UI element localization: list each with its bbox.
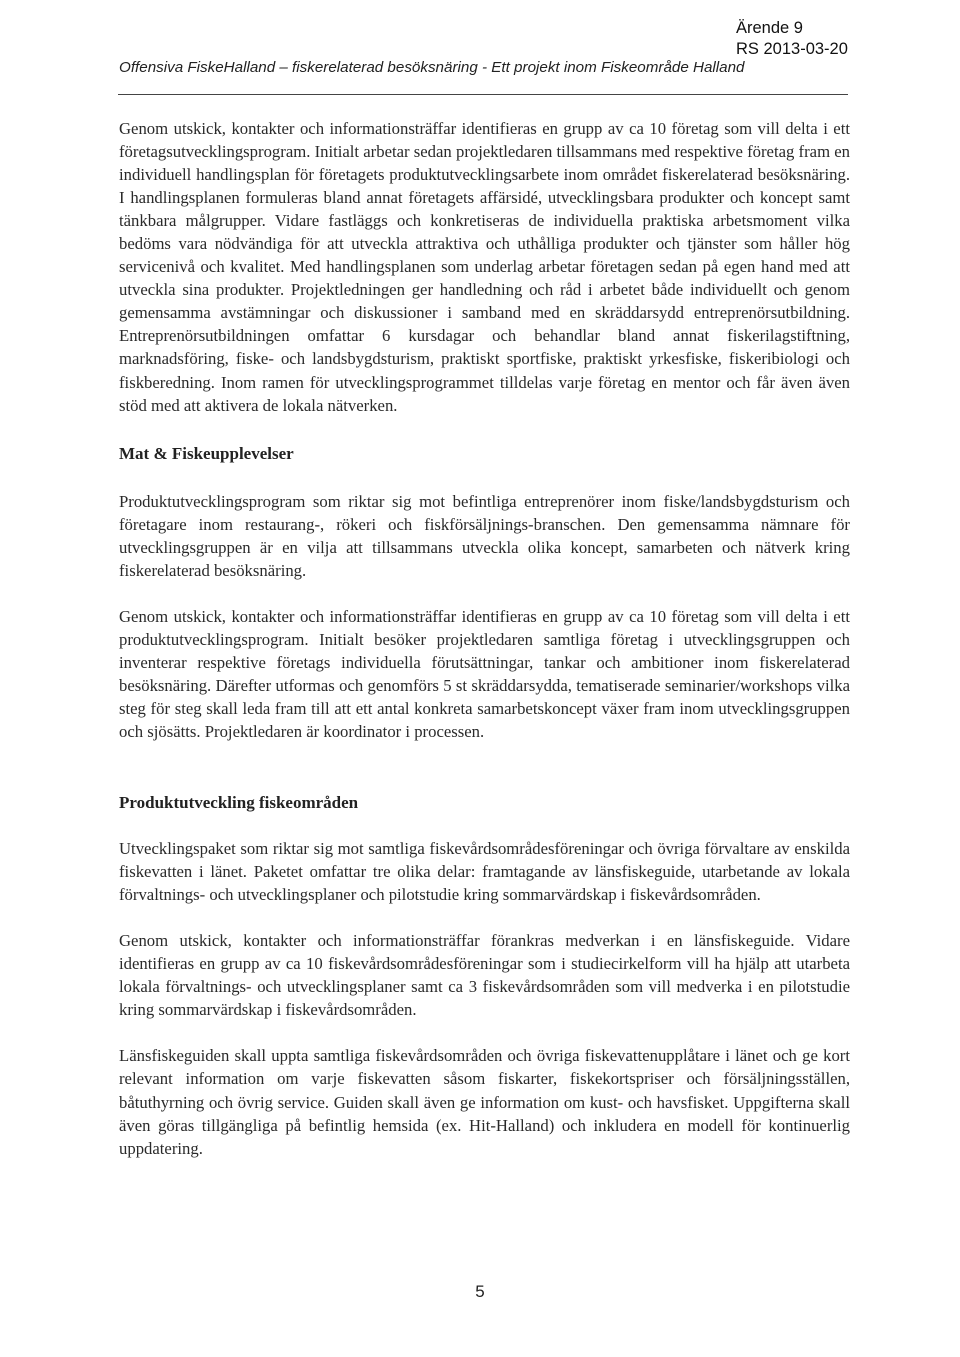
header-rs-date: RS 2013-03-20 xyxy=(736,40,848,58)
header-arende: Ärende 9 xyxy=(736,19,803,37)
heading-mat-fiskeupplevelser: Mat & Fiskeupplevelser xyxy=(119,443,294,463)
paragraph-fiskeomraden-intro: Utvecklingspaket som riktar sig mot samtliga fiskevårdsområdesföreningar och övriga förvaltare av enskilda fiskevatten i länet. Paketet omfattar tre olika delar: framtagande av länsfiskeguide, utarbetande av lokala förvaltnings- och utvecklingsplaner och pilotstudie kring sommarvärdskap i fiskevårdsområden. xyxy=(119,839,850,905)
header-rule xyxy=(118,94,848,95)
paragraph-program-intro: Genom utskick, kontakter och informationsträffar identifieras en grupp av ca 10 företag som vill delta i ett företagsutvecklingsprogram. Initialt arbetar sedan projektledaren tillsammans med respektive företag fram en individuell handlingsplan för företagets produktutvecklingsarbete inom området fiskerelaterad besöksnäring. I handlingsplanen formuleras bland annat företagets affärsidé, utvecklingsbara produkter och koncept samt tänkbara målgrupper. Vidare fastläggs och konkretiseras de individuella praktiska arbetsmoment vilka bedöms vara nödvändiga för att utveckla attraktiva och uthålliga produkter och tjänster som håller hög servicenivå och kvalitet. Med handlingsplanen som underlag arbetar företagen sedan på egen hand med att utveckla sina produkter. Projektledningen ger handledning och råd i arbetet både individuellt och genom gemensamma avstämningar och diskussioner i samband med en skräddarsydd entreprenörsutbildning. Entreprenörsutbildningen omfattar 6 kursdagar och behandlar bland annat fiskerilagstiftning, marknadsföring, fiske- och landsbygdsturism, praktiskt sportfiske, praktiskt yrkesfiske, fiskeribiologi och fiskberedning. Inom ramen för utvecklingsprogrammet tilldelas varje företag en mentor och får även även stöd med att aktivera de lokala nätverken. xyxy=(119,119,850,415)
paragraph-mat-process: Genom utskick, kontakter och informationsträffar identifieras en grupp av ca 10 företag som vill delta i ett produktutvecklingsprogram. Initialt besöker projektledaren samtliga företag i utvecklingsgruppen och inventerar respektive företags individuella förutsättningar, tankar och ambitioner inom fiskerelaterad besöksnäring. Därefter utformas och genomförs 5 st skräddarsydda, tematiserade seminarier/workshops vilka steg för steg skall leda fram till att ett antal konkreta samarbetskoncept växer fram inom utvecklingsgruppen och sjösätts. Projektledaren är koordinator i processen. xyxy=(119,606,850,742)
page-number: 5 xyxy=(475,1282,485,1301)
paragraph-lansfiskeguide: Länsfiskeguiden skall uppta samtliga fiskevårdsområden och övriga fiskevattenupplåtare i länet och ge kort relevant information om varje fiskevatten såsom fiskarter, fiskekortspriser och försäljningsställen, båtuthyrning och övrig service. Guiden skall även ge information om kust- och havsfisket. Uppgifterna skall även göras tillgängliga på befintlig hemsida (ex. Hit-Halland) och inkludera en modell för kontinuerlig uppdatering. xyxy=(119,1046,850,1158)
heading-produktutveckling-fiskeomraden: Produktutveckling fiskeområden xyxy=(119,793,359,813)
paragraph-mat-intro: Produktutvecklingsprogram som riktar sig mot befintliga entreprenörer inom fiske/landsbygdsturism och företagare inom restaurang-, rökeri och fiskförsäljnings-branschen. Den gemensamma nämnare för utvecklingsgruppen är en vilja att tillsammans utveckla olika koncept, samarbeten och nätverk kring fiskerelaterad besöksnäring. xyxy=(119,491,850,580)
header-case-info xyxy=(736,18,848,60)
document-body xyxy=(119,117,850,1160)
header-subtitle: Offensiva FiskeHalland – fiskerelaterad besöksnäring - Ett projekt inom Fiskeområde Halland xyxy=(119,59,745,76)
paragraph-fiskeomraden-process: Genom utskick, kontakter och informationsträffar förankras medverkan i en länsfiskeguide. Vidare identifieras en grupp av ca 10 fiskevårdsområdesföreningar som i studiecirkelform vill ha hjälp att utarbeta lokala förvaltnings- och utvecklingsplaner samt ca 3 fiskevårdsområden som vill medverka i en pilotstudie kring sommarvärdskap i fiskevårdsområden. xyxy=(119,931,850,1020)
